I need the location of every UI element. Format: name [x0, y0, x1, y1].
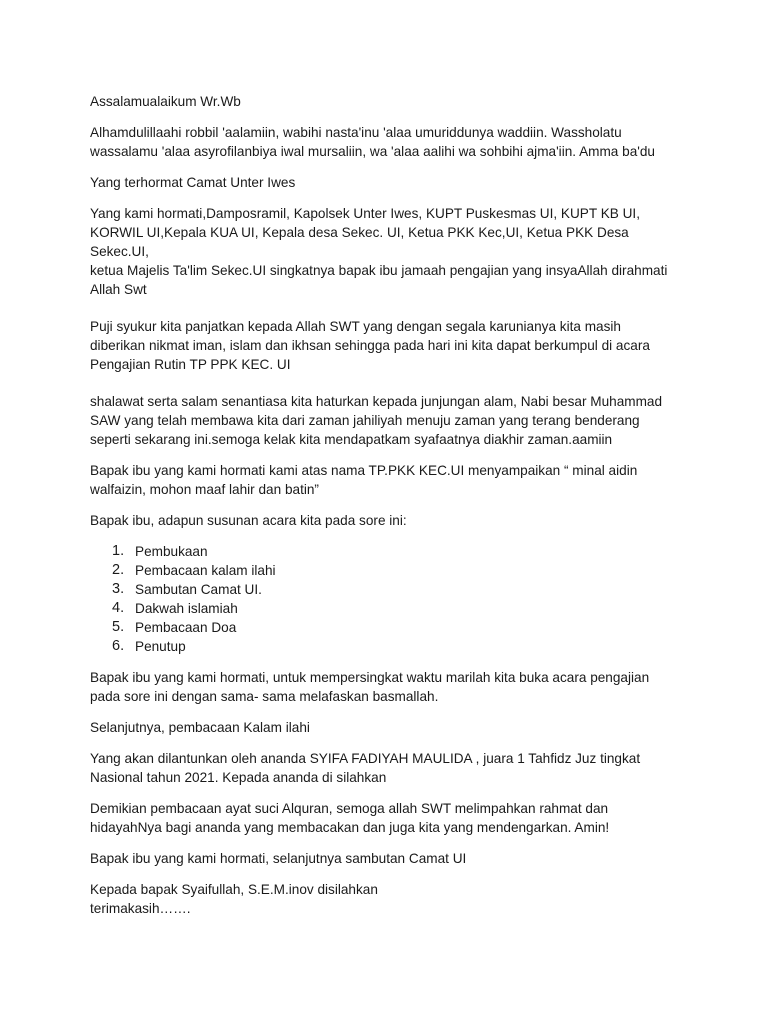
- agenda-list: [90, 542, 690, 656]
- agenda-item-label: Pembacaan Doa: [135, 620, 237, 635]
- agenda-item: [90, 618, 690, 637]
- shalawat-paragraph: shalawat serta salam senantiasa kita haturkan kepada junjungan alam, Nabi besar Muhammad SAW yang telah membawa kita dari zaman jahiliyah menuju zaman yang terang benderang seperti sekarang ini.semoga kelak kita mendapatkam syafaatnya diakhir zaman.aamiin: [90, 394, 663, 447]
- opening-call-paragraph: Bapak ibu yang kami hormati, untuk mempersingkat waktu marilah kita buka acara pengajian pada sore ini dengan sama- sama melafaskan basmallah.: [90, 670, 650, 704]
- agenda-item: [90, 561, 690, 580]
- agenda-item-number: 1.: [112, 543, 125, 559]
- next-quran-paragraph: Selanjutnya, pembacaan Kalam ilahi: [90, 720, 310, 735]
- agenda-item-number: 5.: [112, 619, 125, 635]
- respected-paragraph: Yang terhormat Camat Unter Iwes: [90, 175, 296, 190]
- honored-guests-paragraph: Yang kami hormati,Damposramil, Kapolsek Unter Iwes, KUPT Puskesmas UI, KUPT KB UI, KORWIL UI,Kepala KUA UI, Kepala desa Sekec. UI, Ketua PKK Kec,UI, Ketua PKK Desa Sekec.UI, ketua Majelis Ta'lim Sekec.UI singkatnya bapak ibu jamaah pengajian yang insyaAllah dirahmati Allah Swt: [90, 206, 668, 297]
- agenda-item: [90, 542, 690, 561]
- document-page: [90, 92, 690, 918]
- agenda-intro-paragraph: Bapak ibu, adapun susunan acara kita pada sore ini:: [90, 513, 407, 528]
- opening-paragraph: Alhamdulillaahi robbil 'aalamiin, wabihi nasta'inu 'alaa umuriddunya waddiin. Wassholatu wassalamu 'alaa asyrofilanbiya iwal mursaliin, wa 'alaa aalihi wa sohbihi ajma'iin. Amma ba'du: [90, 125, 655, 159]
- invite-speaker-line: Kepada bapak Syaifullah, S.E.M.inov disilahkan: [90, 882, 378, 897]
- agenda-item-label: Dakwah islamiah: [135, 601, 238, 616]
- thanks-line: terimakasih…….: [90, 901, 191, 916]
- agenda-item: [90, 599, 690, 618]
- agenda-item: [90, 637, 690, 656]
- agenda-item-label: Penutup: [135, 639, 186, 654]
- reciter-paragraph: Yang akan dilantunkan oleh ananda SYIFA FADIYAH MAULIDA , juara 1 Tahfidz Juz tingkat Nasional tahun 2021. Kepada ananda di silahkan: [90, 751, 641, 785]
- agenda-item-number: 6.: [112, 638, 125, 654]
- next-speech-paragraph: Bapak ibu yang kami hormati, selanjutnya sambutan Camat UI: [90, 851, 467, 866]
- agenda-item-label: Pembukaan: [135, 544, 208, 559]
- agenda-item-number: 4.: [112, 600, 125, 616]
- agenda-item-number: 3.: [112, 581, 125, 597]
- greeting-wish-paragraph: Bapak ibu yang kami hormati kami atas nama TP.PKK KEC.UI menyampaikan “ minal aidin walfaizin, mohon maaf lahir dan batin”: [90, 463, 638, 497]
- gratitude-paragraph: Puji syukur kita panjatkan kepada Allah SWT yang dengan segala karunianya kita masih diberikan nikmat iman, islam dan ikhsan sehingga pada hari ini kita dapat berkumpul di acara Pengajian Rutin TP PPK KEC. UI: [90, 319, 650, 372]
- closing-recitation-paragraph: Demikian pembacaan ayat suci Alquran, semoga allah SWT melimpahkan rahmat dan hidayahNya bagi ananda yang membacakan dan juga kita yang mendengarkan. Amin!: [90, 801, 610, 835]
- agenda-item-label: Pembacaan kalam ilahi: [135, 563, 276, 578]
- greeting-paragraph: Assalamualaikum Wr.Wb: [90, 94, 241, 109]
- agenda-item-number: 2.: [112, 562, 125, 578]
- agenda-item: [90, 580, 690, 599]
- agenda-item-label: Sambutan Camat UI.: [135, 582, 262, 597]
